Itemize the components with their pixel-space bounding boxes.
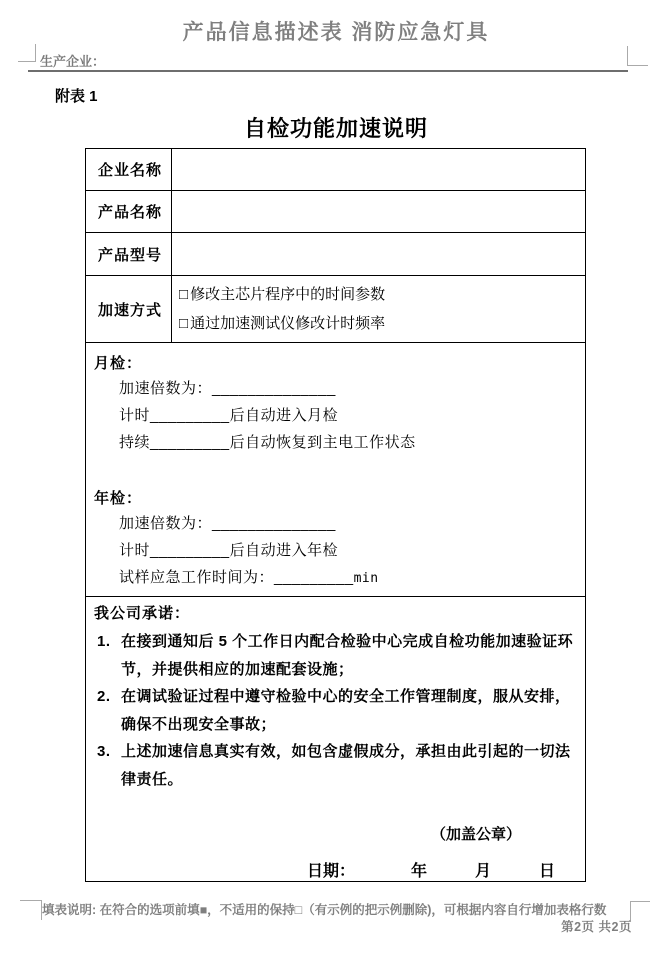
checkbox-icon[interactable]: □	[179, 315, 189, 332]
promise-item	[94, 738, 577, 793]
item-number: 2.	[97, 688, 111, 705]
producer-label: 生产企业：	[40, 54, 106, 69]
checkbox-icon[interactable]: □	[179, 286, 189, 303]
company-name-label: 企业名称	[86, 149, 172, 191]
annual-check-heading: 年检：	[94, 490, 143, 507]
crop-mark-bottom-left	[20, 900, 42, 920]
promise-item	[94, 628, 577, 683]
annual-emergency-time-line	[119, 564, 577, 592]
acceleration-method-label: 加速方式	[86, 276, 172, 343]
page-footer	[42, 902, 632, 935]
table-row	[86, 233, 586, 276]
option-modify-chip[interactable]	[179, 280, 585, 309]
annual-timing-line: 计时_________后自动进入年检	[119, 542, 339, 559]
product-model-label: 产品型号	[86, 233, 172, 276]
promise-cell	[86, 597, 586, 882]
acceleration-options-cell	[172, 276, 586, 343]
product-name-value-cell[interactable]	[172, 191, 586, 233]
promise-heading: 我公司承诺：	[94, 605, 191, 622]
emergency-time-text: 试样应急工作时间为：_________	[119, 569, 354, 586]
monthly-timing-line: 计时_________后自动进入月检	[119, 407, 339, 424]
table-row	[86, 597, 586, 882]
monthly-check-heading: 月检：	[94, 355, 143, 372]
option-label: 通过加速测试仪修改计时频率	[190, 315, 386, 332]
option-tester-frequency[interactable]	[179, 309, 585, 338]
fill-instructions: 填表说明: 在符合的选项前填■，不适用的保持□（有示例的把示例删除)，可根据内容自行增加表格行数	[42, 903, 607, 917]
table-row	[86, 149, 586, 191]
acceleration-form-table	[85, 148, 586, 882]
monthly-duration-line: 持续_________后自动恢复到主电工作状态	[119, 434, 416, 451]
product-name-label: 产品名称	[86, 191, 172, 233]
form-title: 自检功能加速说明	[243, 116, 428, 141]
table-row	[86, 276, 586, 343]
document-header-title: 产品信息描述表 消防应急灯具	[182, 21, 490, 44]
item-number: 3.	[97, 743, 111, 760]
option-label: 修改主芯片程序中的时间参数	[190, 286, 386, 303]
promise-list	[94, 628, 577, 793]
product-model-value-cell[interactable]	[172, 233, 586, 276]
item-text: 上述加速信息真实有效，如包含虚假成分，承担由此引起的一切法律责任。	[121, 743, 571, 788]
emergency-time-unit: min	[353, 571, 379, 586]
company-name-value-cell[interactable]	[172, 149, 586, 191]
annual-multiplier-line: 加速倍数为：______________	[119, 515, 336, 532]
monthly-multiplier-line: 加速倍数为：______________	[119, 380, 336, 397]
official-seal-note: （加盖公章）	[430, 826, 521, 843]
item-text: 在接到通知后 5 个工作日内配合检验中心完成自检功能加速验证环节，并提供相应的加速配套设施；	[121, 633, 574, 678]
check-sections-cell	[86, 343, 586, 597]
header-divider	[28, 56, 628, 72]
crop-mark-top-right	[627, 46, 648, 66]
item-text: 在调试验证过程中遵守检验中心的安全工作管理制度，服从安排，确保不出现安全事故；	[121, 688, 571, 733]
crop-mark-bottom-right	[630, 901, 650, 921]
promise-item	[94, 683, 577, 738]
annex-label: 附表 1	[55, 88, 98, 105]
item-number: 1.	[97, 633, 111, 650]
table-row	[86, 191, 586, 233]
table-row	[86, 343, 586, 597]
page-number: 第2页 共2页	[561, 920, 632, 934]
date-line: 日期： 年 月 日	[306, 863, 555, 880]
